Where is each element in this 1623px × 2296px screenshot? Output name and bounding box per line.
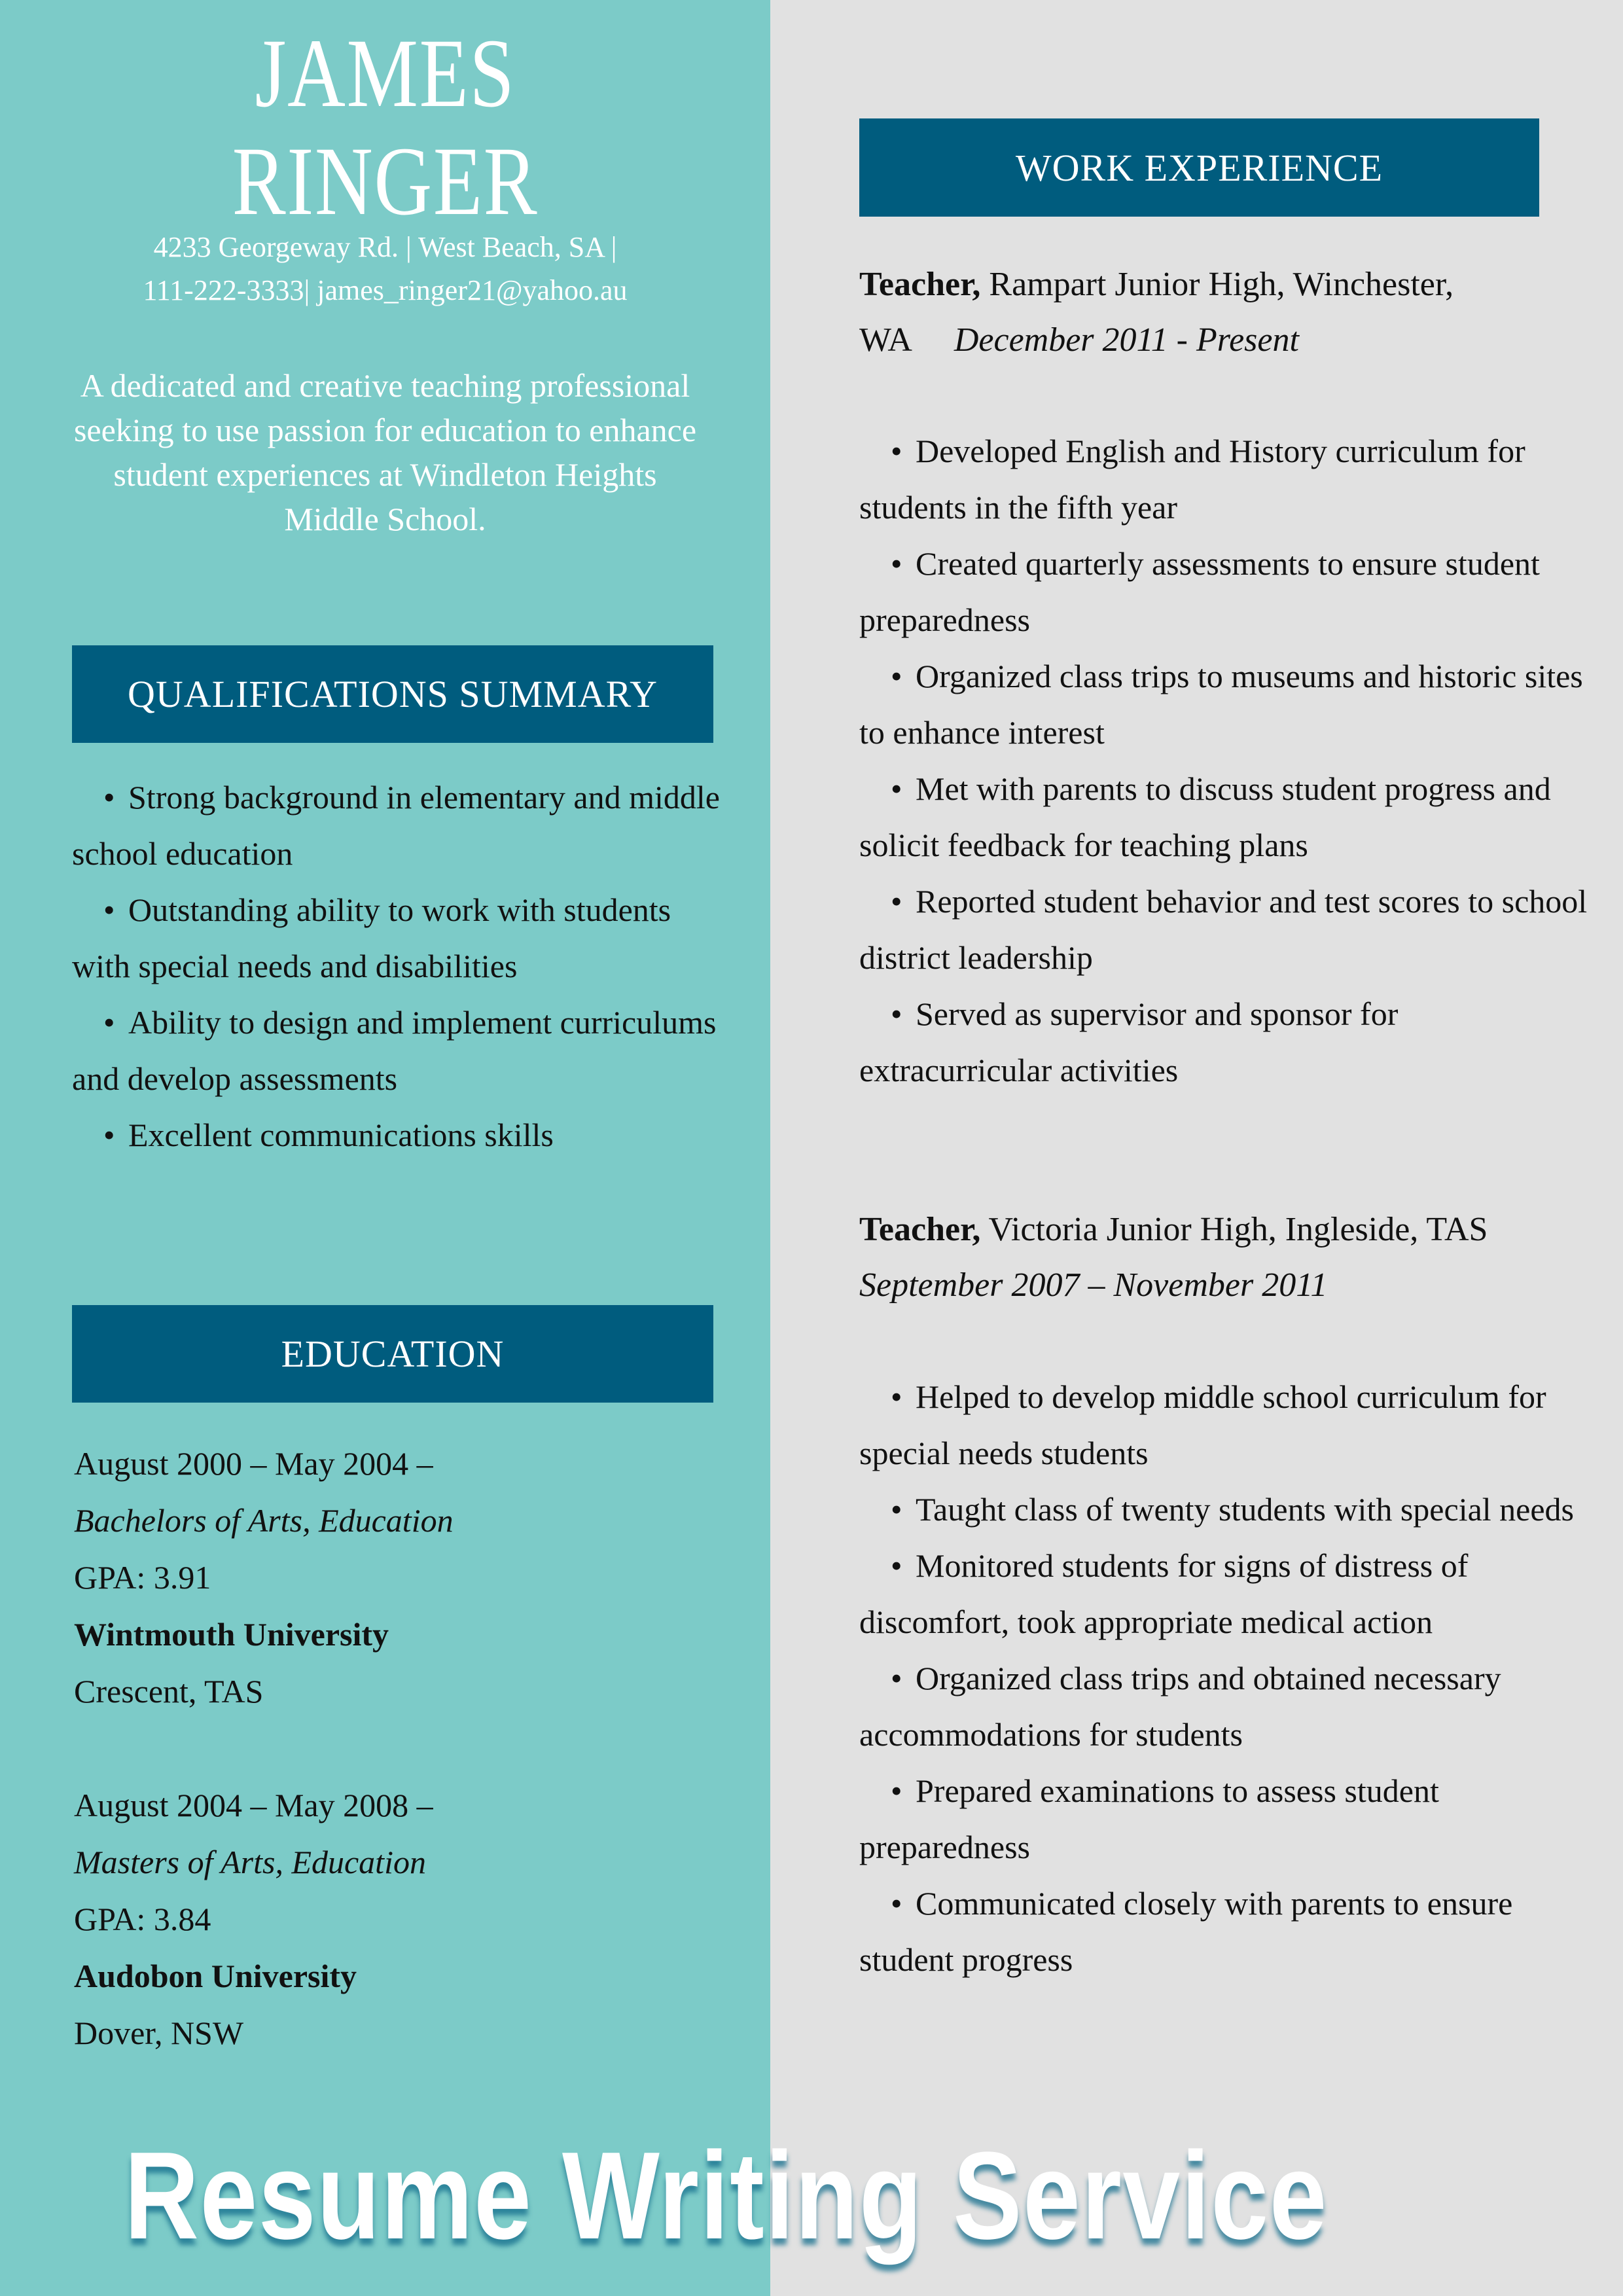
- education-gpa: GPA: 3.84: [74, 1901, 211, 1937]
- education-degree: Masters of Arts, Education: [74, 1844, 426, 1880]
- bullet-icon: •: [891, 433, 902, 469]
- education-location: Crescent, TAS: [74, 1673, 264, 1710]
- job-duties-list: [859, 423, 1599, 1098]
- education-header: [72, 1305, 713, 1403]
- education-title: EDUCATION: [281, 1333, 505, 1375]
- education-entry: [74, 1777, 715, 2062]
- work-experience-header: [859, 118, 1539, 217]
- list-item: • Ability to design and implement curriculums and develop assessments: [72, 994, 720, 1107]
- last-name: RINGER: [232, 127, 539, 236]
- bullet-icon: •: [891, 770, 902, 807]
- bullet-icon: •: [891, 1772, 902, 1809]
- job-dates: December 2011 - Present: [954, 321, 1299, 359]
- bullet-icon: •: [891, 545, 902, 582]
- qualifications-list: [72, 769, 720, 1163]
- bullet-icon: •: [103, 1004, 115, 1041]
- job-employer: Rampart Junior High, Winchester,: [980, 266, 1454, 303]
- job-employer: Victoria Junior High, Ingleside, TAS: [980, 1211, 1488, 1248]
- bullet-icon: •: [891, 883, 902, 920]
- contact-phone-email: 111-222-3333| james_ringer21@yahoo.au: [143, 274, 628, 306]
- qualifications-title: QUALIFICATIONS SUMMARY: [128, 673, 658, 715]
- education-location: Dover, NSW: [74, 2015, 244, 2051]
- job-title: Teacher,: [859, 1211, 981, 1248]
- education-school: Wintmouth University: [74, 1616, 389, 1653]
- bullet-icon: •: [891, 996, 902, 1032]
- bullet-icon: •: [891, 658, 902, 694]
- objective-statement: A dedicated and creative teaching professional seeking to use passion for education to enhance student experiences at Windleton Heights Middle School.: [73, 367, 697, 537]
- bullet-icon: •: [891, 1885, 902, 1922]
- list-item: • Taught class of twenty students with special needs: [859, 1481, 1599, 1537]
- list-item: • Reported student behavior and test scores to school district leadership: [859, 873, 1599, 986]
- job-dates: September 2007 – November 2011: [859, 1266, 1328, 1304]
- list-item: • Excellent communications skills: [72, 1107, 720, 1163]
- list-item: • Communicated closely with parents to ensure student progress: [859, 1875, 1599, 1988]
- bullet-icon: •: [891, 1491, 902, 1528]
- bullet-icon: •: [891, 1660, 902, 1696]
- list-item: • Outstanding ability to work with students with special needs and disabilities: [72, 882, 720, 994]
- bullet-icon: •: [103, 891, 115, 928]
- bullet-icon: •: [891, 1547, 902, 1584]
- list-item: • Helped to develop middle school curriculum for special needs students: [859, 1369, 1599, 1481]
- list-item: • Organized class trips and obtained necessary accommodations for students: [859, 1650, 1599, 1763]
- bullet-icon: •: [103, 779, 115, 816]
- job-employer-state: WA: [859, 321, 912, 359]
- education-school: Audobon University: [74, 1958, 357, 1994]
- list-item: • Strong background in elementary and middle school education: [72, 769, 720, 882]
- education-degree: Bachelors of Arts, Education: [74, 1502, 454, 1539]
- bullet-icon: •: [891, 1378, 902, 1415]
- job-duties-list: [859, 1369, 1599, 1988]
- list-item: • Prepared examinations to assess student preparedness: [859, 1763, 1599, 1875]
- education-entry: [74, 1435, 715, 1720]
- list-item: • Met with parents to discuss student progress and solicit feedback for teaching plans: [859, 761, 1599, 873]
- list-item: • Served as supervisor and sponsor for extracurricular activities: [859, 986, 1599, 1098]
- education-dates: August 2004 – May 2008 –: [74, 1787, 433, 1823]
- watermark-text: Resume Writing Service: [124, 2126, 1329, 2265]
- contact-address: 4233 Georgeway Rd. | West Beach, SA |: [153, 231, 617, 263]
- work-experience-title: WORK EXPERIENCE: [1015, 146, 1383, 189]
- education-dates: August 2000 – May 2004 –: [74, 1445, 433, 1482]
- job-heading: [859, 1202, 1592, 1313]
- job-title: Teacher,: [859, 266, 981, 303]
- bullet-icon: •: [103, 1117, 115, 1153]
- list-item: • Created quarterly assessments to ensure student preparedness: [859, 535, 1599, 648]
- qualifications-header: [72, 645, 713, 743]
- job-heading: [859, 257, 1592, 368]
- list-item: • Monitored students for signs of distress of discomfort, took appropriate medical action: [859, 1537, 1599, 1650]
- first-name: JAMES: [255, 19, 516, 128]
- list-item: • Developed English and History curriculum for students in the fifth year: [859, 423, 1599, 535]
- education-gpa: GPA: 3.91: [74, 1559, 211, 1596]
- list-item: • Organized class trips to museums and historic sites to enhance interest: [859, 648, 1599, 761]
